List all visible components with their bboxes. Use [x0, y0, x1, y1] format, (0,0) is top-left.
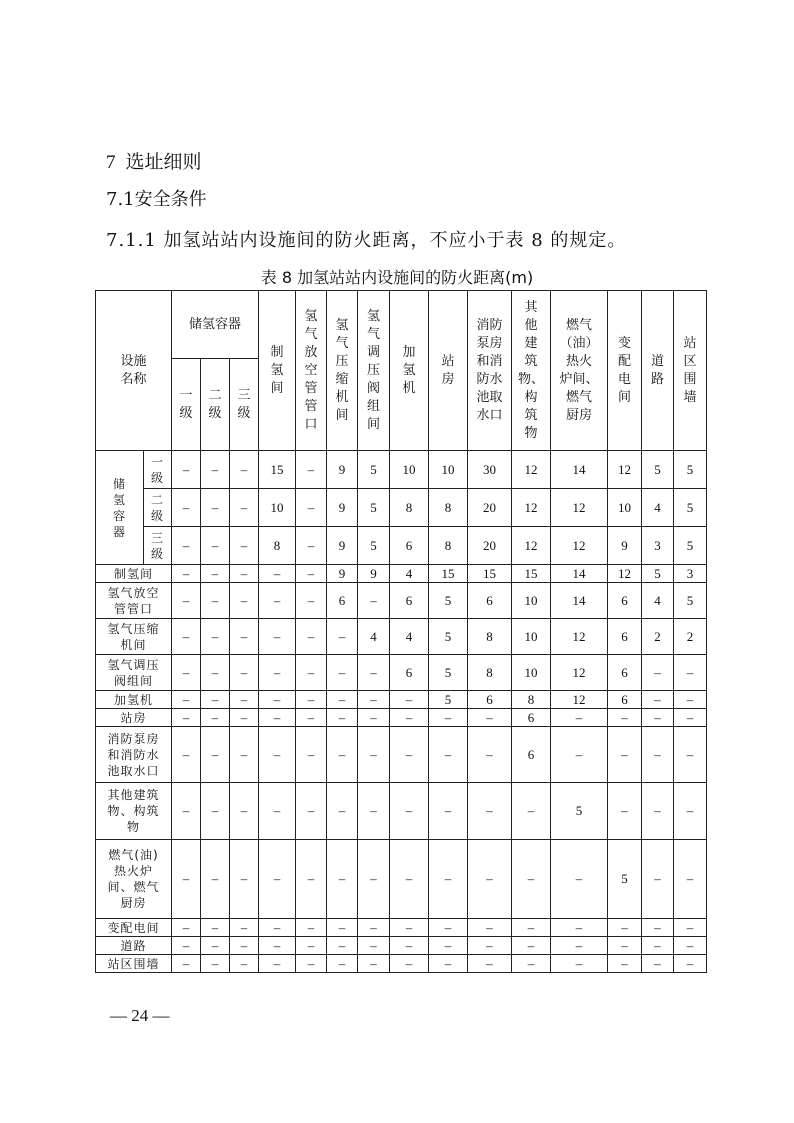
- value-cell: –: [327, 691, 358, 709]
- value-cell: –: [642, 937, 674, 955]
- value-cell: 4: [390, 565, 429, 583]
- value-cell: –: [230, 691, 259, 709]
- column-header: 其 他 建 筑 物、 构 筑 物: [512, 291, 551, 451]
- value-cell: –: [358, 955, 390, 973]
- value-cell: –: [172, 783, 201, 840]
- column-header: 氢 气 压 缩 机 间: [327, 291, 358, 451]
- value-cell: –: [296, 840, 327, 919]
- row-label: 氢气调压 阀组间: [96, 655, 172, 691]
- value-cell: 4: [358, 619, 390, 655]
- value-cell: –: [674, 727, 707, 783]
- section-heading: [106, 147, 202, 174]
- table-caption: 表 8 加氢站站内设施间的防火距离(m): [260, 268, 534, 287]
- value-cell: 9: [358, 565, 390, 583]
- value-cell: –: [674, 937, 707, 955]
- value-cell: 9: [327, 451, 358, 489]
- value-cell: –: [429, 937, 468, 955]
- value-cell: –: [296, 955, 327, 973]
- value-cell: 9: [327, 489, 358, 527]
- value-cell: –: [201, 565, 230, 583]
- value-cell: –: [358, 840, 390, 919]
- row-label: 站区围墙: [96, 955, 172, 973]
- value-cell: 6: [608, 655, 642, 691]
- value-cell: –: [358, 691, 390, 709]
- row-group-label: 储 氢 容 器: [96, 451, 144, 565]
- value-cell: 5: [674, 527, 707, 565]
- column-header: 变 配 电 间: [608, 291, 642, 451]
- value-cell: 5: [429, 655, 468, 691]
- value-cell: –: [468, 783, 512, 840]
- value-cell: –: [172, 489, 201, 527]
- value-cell: –: [201, 955, 230, 973]
- value-cell: –: [259, 840, 296, 919]
- value-cell: –: [172, 919, 201, 937]
- value-cell: –: [642, 727, 674, 783]
- value-cell: –: [674, 955, 707, 973]
- value-cell: –: [172, 451, 201, 489]
- value-cell: 6: [468, 691, 512, 709]
- value-cell: –: [201, 527, 230, 565]
- value-cell: –: [230, 783, 259, 840]
- value-cell: –: [674, 709, 707, 727]
- value-cell: 10: [429, 451, 468, 489]
- value-cell: –: [259, 619, 296, 655]
- value-cell: –: [296, 691, 327, 709]
- value-cell: 30: [468, 451, 512, 489]
- value-cell: –: [259, 783, 296, 840]
- value-cell: –: [172, 565, 201, 583]
- value-cell: –: [230, 937, 259, 955]
- value-cell: –: [674, 691, 707, 709]
- value-cell: 12: [551, 619, 608, 655]
- value-cell: –: [429, 955, 468, 973]
- value-cell: –: [296, 527, 327, 565]
- value-cell: –: [230, 709, 259, 727]
- value-cell: –: [390, 937, 429, 955]
- clause-paragraph: 7.1.1 加氢站站内设施间的防火距离，不应小于表 8 的规定。: [106, 230, 627, 251]
- value-cell: –: [230, 655, 259, 691]
- value-cell: –: [201, 655, 230, 691]
- column-header: 氢 气 调 压 阀 组 间: [358, 291, 390, 451]
- value-cell: –: [327, 727, 358, 783]
- corner-header: 设施 名称: [96, 291, 172, 451]
- value-cell: –: [390, 709, 429, 727]
- value-cell: 6: [512, 709, 551, 727]
- row-level-label: 二 级: [144, 489, 172, 527]
- value-cell: –: [230, 565, 259, 583]
- value-cell: –: [551, 955, 608, 973]
- value-cell: –: [358, 919, 390, 937]
- value-cell: –: [642, 840, 674, 919]
- level-header: 三 级: [230, 359, 259, 451]
- value-cell: –: [642, 955, 674, 973]
- value-cell: –: [390, 727, 429, 783]
- group-header: 储氢容器: [172, 291, 259, 359]
- fire-distance-table: [95, 290, 707, 973]
- column-header: 燃气 （油） 热火 炉间、 燃气 厨房: [551, 291, 608, 451]
- value-cell: –: [201, 919, 230, 937]
- value-cell: –: [230, 619, 259, 655]
- value-cell: –: [390, 783, 429, 840]
- value-cell: –: [608, 919, 642, 937]
- value-cell: 8: [468, 619, 512, 655]
- value-cell: –: [608, 783, 642, 840]
- value-cell: –: [551, 840, 608, 919]
- value-cell: –: [327, 840, 358, 919]
- value-cell: –: [172, 527, 201, 565]
- value-cell: 6: [390, 655, 429, 691]
- value-cell: 10: [512, 655, 551, 691]
- value-cell: –: [512, 783, 551, 840]
- value-cell: –: [201, 709, 230, 727]
- section-title: 选址细则: [125, 151, 202, 173]
- value-cell: 5: [358, 489, 390, 527]
- row-label: 燃气(油) 热火炉 间、燃气 厨房: [96, 840, 172, 919]
- value-cell: 15: [512, 565, 551, 583]
- value-cell: 6: [390, 527, 429, 565]
- value-cell: 8: [468, 655, 512, 691]
- value-cell: –: [327, 619, 358, 655]
- value-cell: 6: [512, 727, 551, 783]
- value-cell: 6: [327, 583, 358, 619]
- value-cell: –: [201, 489, 230, 527]
- section-number: 7: [106, 152, 116, 173]
- value-cell: 15: [468, 565, 512, 583]
- value-cell: –: [358, 709, 390, 727]
- value-cell: 6: [468, 583, 512, 619]
- row-label: 其他建筑 物、构筑 物: [96, 783, 172, 840]
- value-cell: –: [429, 783, 468, 840]
- value-cell: –: [230, 489, 259, 527]
- column-header: 站 区 围 墙: [674, 291, 707, 451]
- column-header: 消防 泵房 和消 防水 池取 水口: [468, 291, 512, 451]
- value-cell: –: [608, 937, 642, 955]
- value-cell: –: [642, 919, 674, 937]
- value-cell: 5: [642, 565, 674, 583]
- value-cell: 3: [642, 527, 674, 565]
- value-cell: 5: [429, 691, 468, 709]
- value-cell: –: [358, 937, 390, 955]
- value-cell: –: [674, 919, 707, 937]
- value-cell: –: [468, 840, 512, 919]
- value-cell: –: [230, 727, 259, 783]
- value-cell: 6: [608, 691, 642, 709]
- value-cell: 6: [608, 583, 642, 619]
- value-cell: –: [201, 691, 230, 709]
- value-cell: –: [172, 583, 201, 619]
- value-cell: –: [259, 709, 296, 727]
- value-cell: 5: [429, 583, 468, 619]
- subsection-heading: 7.1安全条件: [106, 189, 207, 210]
- value-cell: –: [608, 727, 642, 783]
- value-cell: –: [296, 619, 327, 655]
- value-cell: –: [259, 919, 296, 937]
- value-cell: 5: [674, 451, 707, 489]
- value-cell: 20: [468, 527, 512, 565]
- value-cell: –: [296, 565, 327, 583]
- value-cell: –: [358, 583, 390, 619]
- value-cell: –: [201, 451, 230, 489]
- value-cell: 5: [551, 783, 608, 840]
- value-cell: 9: [327, 565, 358, 583]
- value-cell: 4: [642, 583, 674, 619]
- column-header: 站 房: [429, 291, 468, 451]
- value-cell: 14: [551, 451, 608, 489]
- value-cell: –: [201, 583, 230, 619]
- value-cell: –: [201, 783, 230, 840]
- row-label: 变配电间: [96, 919, 172, 937]
- value-cell: 10: [608, 489, 642, 527]
- value-cell: –: [468, 937, 512, 955]
- value-cell: 12: [551, 489, 608, 527]
- value-cell: –: [230, 583, 259, 619]
- value-cell: 12: [512, 451, 551, 489]
- value-cell: –: [201, 727, 230, 783]
- value-cell: 4: [642, 489, 674, 527]
- value-cell: 10: [512, 619, 551, 655]
- value-cell: –: [172, 709, 201, 727]
- value-cell: –: [296, 937, 327, 955]
- row-level-label: 三 级: [144, 527, 172, 565]
- value-cell: 5: [674, 583, 707, 619]
- value-cell: –: [674, 783, 707, 840]
- value-cell: 15: [259, 451, 296, 489]
- value-cell: 14: [551, 565, 608, 583]
- value-cell: –: [512, 937, 551, 955]
- value-cell: –: [327, 937, 358, 955]
- value-cell: –: [358, 783, 390, 840]
- value-cell: –: [642, 655, 674, 691]
- value-cell: –: [172, 937, 201, 955]
- value-cell: 9: [608, 527, 642, 565]
- value-cell: –: [296, 489, 327, 527]
- value-cell: –: [259, 955, 296, 973]
- row-label: 道路: [96, 937, 172, 955]
- value-cell: 20: [468, 489, 512, 527]
- value-cell: 10: [512, 583, 551, 619]
- value-cell: –: [608, 709, 642, 727]
- value-cell: –: [230, 840, 259, 919]
- value-cell: –: [468, 955, 512, 973]
- value-cell: –: [429, 919, 468, 937]
- value-cell: –: [201, 937, 230, 955]
- value-cell: 12: [551, 655, 608, 691]
- value-cell: –: [201, 619, 230, 655]
- value-cell: –: [296, 727, 327, 783]
- value-cell: 4: [390, 619, 429, 655]
- value-cell: 5: [674, 489, 707, 527]
- value-cell: –: [512, 955, 551, 973]
- value-cell: –: [230, 451, 259, 489]
- value-cell: –: [230, 919, 259, 937]
- value-cell: –: [429, 840, 468, 919]
- value-cell: 9: [327, 527, 358, 565]
- value-cell: 5: [429, 619, 468, 655]
- value-cell: –: [642, 783, 674, 840]
- value-cell: –: [390, 919, 429, 937]
- row-label: 站房: [96, 709, 172, 727]
- value-cell: 6: [608, 619, 642, 655]
- value-cell: –: [512, 919, 551, 937]
- value-cell: –: [172, 691, 201, 709]
- value-cell: 8: [429, 489, 468, 527]
- column-header: 氢 气 放 空 管 管 口: [296, 291, 327, 451]
- value-cell: –: [551, 709, 608, 727]
- level-header: 一 级: [172, 359, 201, 451]
- value-cell: –: [172, 655, 201, 691]
- value-cell: –: [296, 451, 327, 489]
- value-cell: 2: [642, 619, 674, 655]
- value-cell: –: [259, 583, 296, 619]
- value-cell: –: [390, 691, 429, 709]
- value-cell: –: [259, 655, 296, 691]
- value-cell: 12: [551, 691, 608, 709]
- value-cell: 12: [512, 527, 551, 565]
- value-cell: 6: [390, 583, 429, 619]
- value-cell: –: [259, 937, 296, 955]
- value-cell: –: [327, 955, 358, 973]
- value-cell: –: [327, 655, 358, 691]
- column-header: 道 路: [642, 291, 674, 451]
- value-cell: –: [608, 955, 642, 973]
- value-cell: –: [642, 691, 674, 709]
- value-cell: 8: [390, 489, 429, 527]
- value-cell: –: [551, 727, 608, 783]
- value-cell: 5: [608, 840, 642, 919]
- value-cell: –: [259, 691, 296, 709]
- value-cell: 15: [429, 565, 468, 583]
- value-cell: –: [259, 727, 296, 783]
- value-cell: –: [512, 840, 551, 919]
- value-cell: 5: [358, 527, 390, 565]
- value-cell: –: [429, 727, 468, 783]
- value-cell: –: [390, 840, 429, 919]
- value-cell: 12: [512, 489, 551, 527]
- row-label: 加氢机: [96, 691, 172, 709]
- value-cell: –: [327, 919, 358, 937]
- value-cell: 8: [259, 527, 296, 565]
- value-cell: 2: [674, 619, 707, 655]
- value-cell: –: [201, 840, 230, 919]
- value-cell: –: [327, 709, 358, 727]
- level-header: 二 级: [201, 359, 230, 451]
- column-header: 加 氢 机: [390, 291, 429, 451]
- value-cell: –: [327, 783, 358, 840]
- row-label: 消防泵房 和消防水 池取水口: [96, 727, 172, 783]
- row-label: 制氢间: [96, 565, 172, 583]
- value-cell: –: [296, 783, 327, 840]
- value-cell: 14: [551, 583, 608, 619]
- value-cell: –: [296, 709, 327, 727]
- value-cell: –: [296, 919, 327, 937]
- value-cell: 10: [390, 451, 429, 489]
- value-cell: –: [468, 727, 512, 783]
- page-number: — 24 —: [110, 1006, 170, 1025]
- value-cell: –: [390, 955, 429, 973]
- value-cell: 12: [608, 565, 642, 583]
- value-cell: –: [551, 919, 608, 937]
- value-cell: –: [674, 655, 707, 691]
- column-header: 制 氢 间: [259, 291, 296, 451]
- value-cell: 5: [358, 451, 390, 489]
- value-cell: –: [468, 709, 512, 727]
- value-cell: –: [259, 565, 296, 583]
- value-cell: –: [429, 709, 468, 727]
- value-cell: –: [358, 655, 390, 691]
- value-cell: 8: [512, 691, 551, 709]
- value-cell: –: [172, 840, 201, 919]
- value-cell: –: [172, 955, 201, 973]
- value-cell: –: [172, 727, 201, 783]
- value-cell: 8: [429, 527, 468, 565]
- value-cell: –: [296, 583, 327, 619]
- value-cell: –: [642, 709, 674, 727]
- value-cell: –: [551, 937, 608, 955]
- row-label: 氢气压缩 机间: [96, 619, 172, 655]
- value-cell: –: [230, 955, 259, 973]
- value-cell: –: [296, 655, 327, 691]
- value-cell: 10: [259, 489, 296, 527]
- value-cell: 3: [674, 565, 707, 583]
- value-cell: –: [358, 727, 390, 783]
- value-cell: –: [172, 619, 201, 655]
- value-cell: –: [468, 919, 512, 937]
- row-level-label: 一 级: [144, 451, 172, 489]
- value-cell: 5: [642, 451, 674, 489]
- value-cell: –: [674, 840, 707, 919]
- value-cell: –: [230, 527, 259, 565]
- row-label: 氢气放空 管管口: [96, 583, 172, 619]
- value-cell: 12: [551, 527, 608, 565]
- value-cell: 12: [608, 451, 642, 489]
